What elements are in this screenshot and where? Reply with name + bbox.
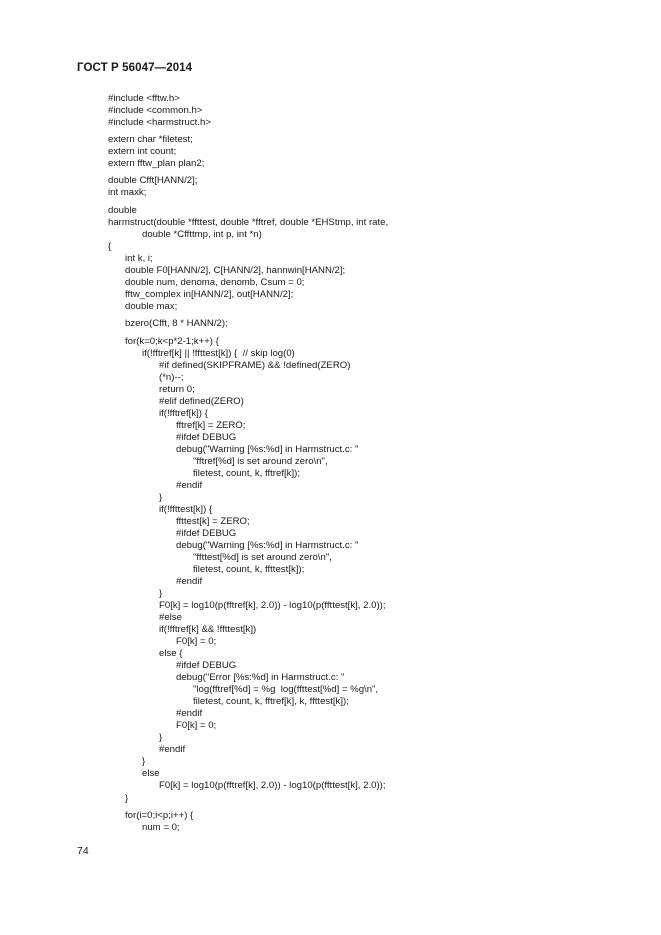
code-line: return 0; (159, 384, 195, 395)
code-line: #endif (159, 744, 186, 755)
code-line: fftref[k] = ZERO; (176, 420, 246, 431)
code-line: double (108, 205, 137, 216)
code-line: } (159, 588, 163, 599)
code-line: "log(fftref[%d] = %g log(ffttest[%d] = %g\n", (193, 684, 379, 695)
code-line: if(!fftref[k]) { (159, 408, 208, 419)
code-line: #include <harmstruct.h> (108, 117, 211, 128)
code-line: debug("Warning [%s:%d] in Harmstruct.c: " (176, 444, 359, 455)
code-line: int maxk; (108, 187, 147, 198)
code-line: else { (159, 648, 183, 659)
code-line: "fftref[%d] is set around zero\n", (193, 456, 328, 467)
code-line: #endif (176, 480, 203, 491)
code-line: } (142, 756, 146, 767)
code-line: #ifdef DEBUG (176, 528, 237, 539)
code-line: F0[k] = log10(p(fftref[k], 2.0)) - log10(p(ffttest[k], 2.0)); (159, 780, 386, 791)
code-line: #else (159, 612, 182, 623)
code-line: F0[k] = 0; (176, 720, 217, 731)
document-header: ГОСТ Р 56047—2014 (77, 62, 193, 74)
code-line: #elif defined(ZERO) (159, 396, 244, 407)
code-line: ffttest[k] = ZERO; (176, 516, 250, 527)
code-line: bzero(Cfft, 8 * HANN/2); (125, 318, 228, 329)
code-line: harmstruct(double *ffttest, double *fftref, double *EHStmp, int rate, (108, 217, 389, 228)
code-line: debug("Error [%s:%d] in Harmstruct.c: " (176, 672, 345, 683)
code-line: #include <common.h> (108, 105, 203, 116)
code-line: double max; (125, 301, 178, 312)
code-line: int k, i; (125, 253, 153, 264)
code-line: extern char *filetest; (108, 134, 193, 145)
code-line: if(!fftref[k] || !ffttest[k]) { // skip log(0) (142, 348, 295, 359)
code-line: #ifdef DEBUG (176, 432, 237, 443)
code-line: "ffttest[%d] is set around zero\n", (193, 552, 332, 563)
code-line: for(k=0;k<p*2-1;k++) { (125, 336, 219, 347)
code-line: debug("Warning [%s:%d] in Harmstruct.c: " (176, 540, 359, 551)
code-line: (*n)--; (159, 372, 184, 383)
code-line: num = 0; (142, 822, 180, 833)
code-line: if(!fftref[k] && !ffttest[k]) (159, 624, 257, 635)
code-line: if(!ffttest[k]) { (159, 504, 213, 515)
code-line: #if defined(SKIPFRAME) && !defined(ZERO) (159, 360, 351, 371)
code-line: filetest, count, k, fftref[k]); (193, 468, 300, 479)
code-line: #endif (176, 576, 203, 587)
code-line: F0[k] = 0; (176, 636, 217, 647)
code-line: filetest, count, k, fftref[k], k, ffttest[k]); (193, 696, 349, 707)
code-line: for(i=0;i<p;i++) { (125, 810, 194, 821)
code-line: F0[k] = log10(p(fftref[k], 2.0)) - log10(p(ffttest[k], 2.0)); (159, 600, 386, 611)
code-line: double Cfft[HANN/2]; (108, 175, 198, 186)
code-line: { (108, 241, 112, 252)
code-line: double F0[HANN/2], C[HANN/2], hannwin[HANN/2]; (125, 265, 346, 276)
code-line: filetest, count, k, ffttest[k]); (193, 564, 305, 575)
code-line: extern fftw_plan plan2; (108, 158, 205, 169)
code-line: } (125, 793, 129, 804)
code-line: } (159, 492, 163, 503)
code-line: #ifdef DEBUG (176, 660, 237, 671)
code-line: #endif (176, 708, 203, 719)
code-line: } (159, 732, 163, 743)
code-line: #include <fftw.h> (108, 93, 180, 104)
code-line: double num, denoma, denomb, Csum = 0; (125, 277, 305, 288)
code-line: double *Cffttmp, int p, int *n) (142, 229, 262, 240)
code-line: extern int count; (108, 146, 177, 157)
page-number: 74 (77, 845, 89, 857)
code-line: fftw_complex in[HANN/2], out[HANN/2]; (125, 289, 294, 300)
code-line: else (142, 768, 160, 779)
